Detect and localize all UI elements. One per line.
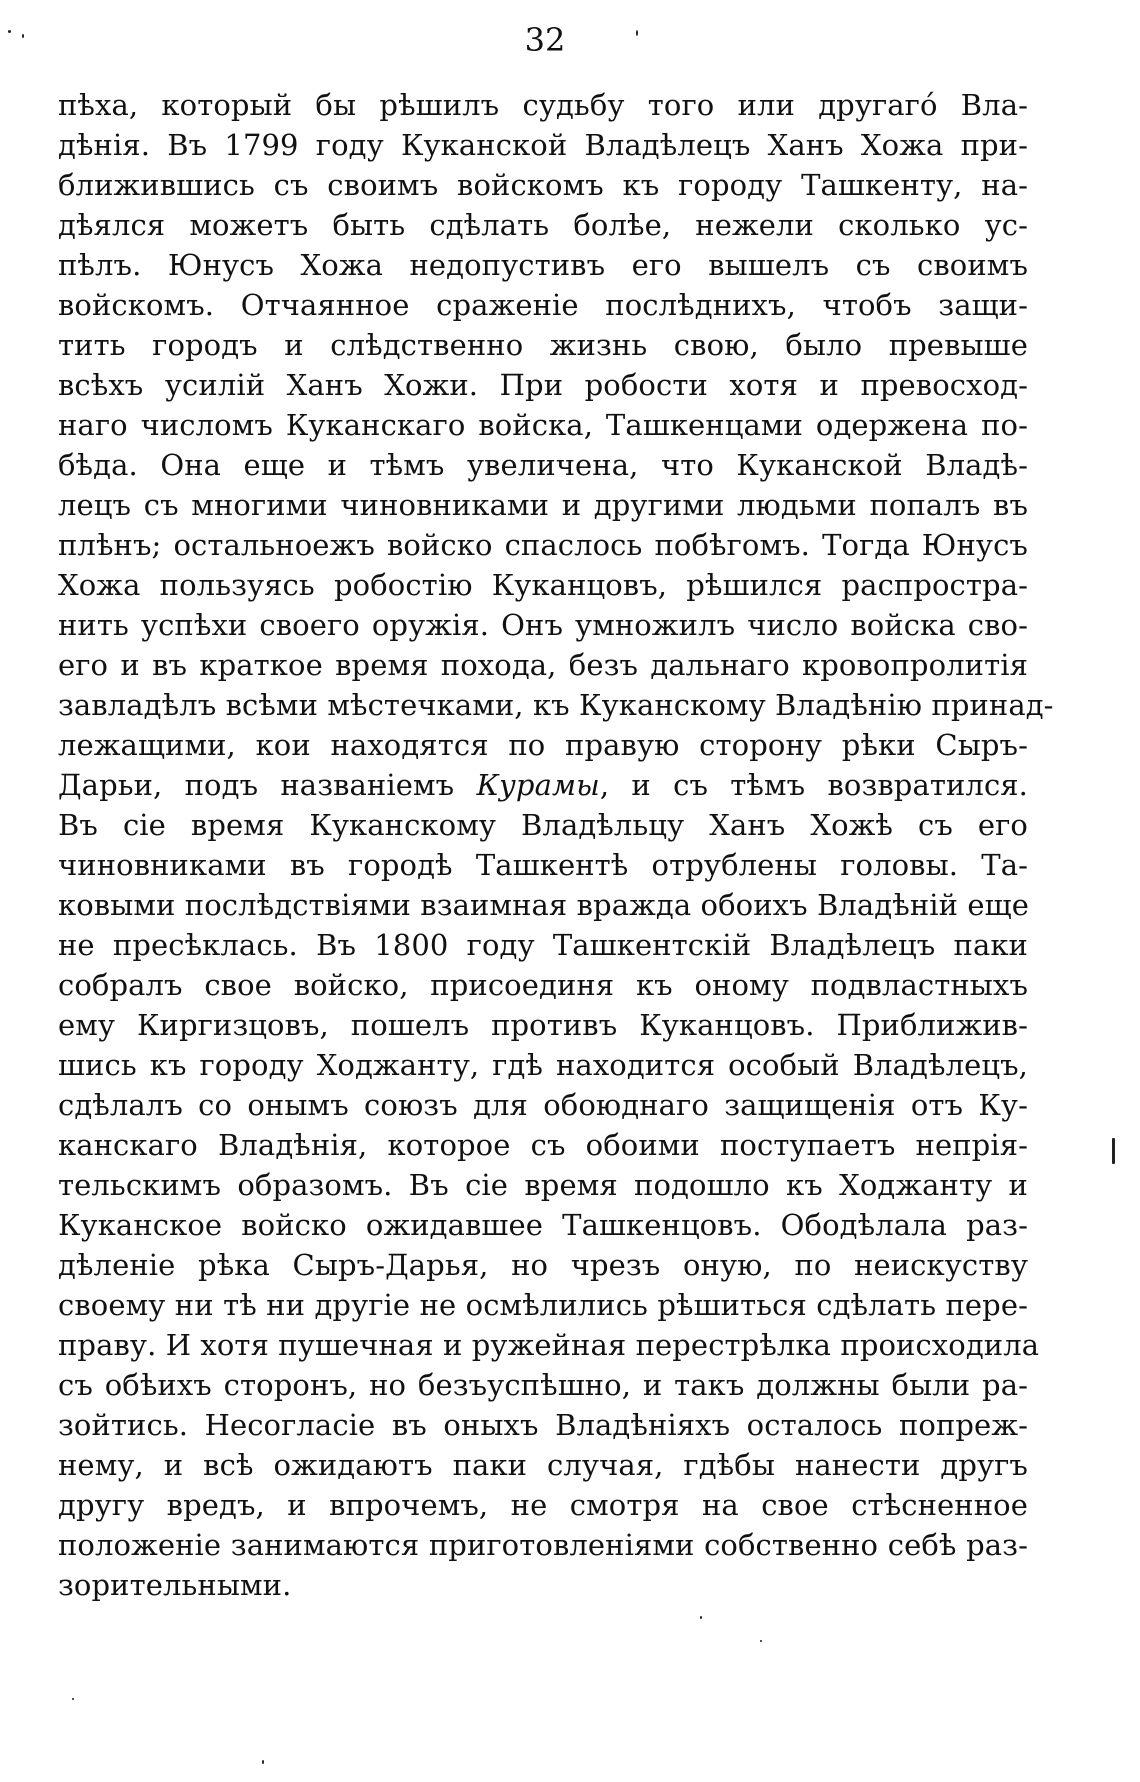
text-line: Дарьи, подъ названіемъ Курамы, и съ тѣмъ возвратился. — [58, 768, 1029, 802]
text-line: плѣнъ; остальноежъ войско спаслось побѣгомъ. Тогда Юнусъ — [58, 528, 1028, 562]
text-line: завладѣлъ всѣми мѣстечками, къ Куканскому Владѣнію принад- — [58, 688, 1054, 722]
text-line: праву. И хотя пушечная и ружейная перестрѣлка происходила — [58, 1328, 1040, 1362]
text-line: дѣнія. Въ 1799 году Куканской Владѣлецъ Ханъ Хожа при- — [58, 128, 1028, 162]
scan-speck — [262, 1760, 264, 1764]
text-line: зойтись. Несогласіе въ оныхъ Владѣніяхъ осталось попреж- — [58, 1408, 1028, 1442]
page-number: 32 — [524, 21, 566, 59]
scan-speck — [72, 1698, 74, 1700]
scan-speck — [8, 30, 11, 33]
text-line: не пресѣклась. Въ 1800 году Ташкентскій Владѣлецъ паки — [58, 928, 1028, 962]
scan-speck — [22, 34, 24, 38]
text-line: дѣленіе рѣка Сыръ-Дарья, но чрезъ оную, по неискуству — [58, 1248, 1028, 1282]
text-line: дѣялся можетъ быть сдѣлать болѣе, нежели сколько ус- — [58, 208, 1028, 242]
text-line: всѣхъ усилій Ханъ Хожи. При робости хотя и превосход- — [58, 368, 1028, 402]
scan-speck — [760, 1640, 762, 1642]
text-line: зорительными. — [58, 1568, 292, 1602]
text-line: тить городъ и слѣдственно жизнь свою, было превыше — [58, 328, 1028, 362]
scan-speck — [700, 1616, 702, 1619]
text-line: положеніе занимаются приготовленіями собственно себѣ раз- — [58, 1528, 1028, 1562]
text-line: сдѣлалъ со онымъ союзъ для обоюднаго защищенія отъ Ку- — [58, 1088, 1028, 1122]
text-line: ковыми послѣдствіями взаимная вражда обоихъ Владѣній еще — [58, 888, 1029, 922]
text-line: тельскимъ образомъ. Въ сіе время подошло къ Ходжанту и — [58, 1168, 1028, 1202]
text-line: войскомъ. Отчаянное сраженіе послѣднихъ, чтобъ защи- — [58, 288, 1028, 322]
italic-place-name: Курамы — [476, 768, 600, 802]
scan-speck — [636, 30, 638, 36]
text-line: Куканское войско ожидавшее Ташкенцовъ. Ободѣлала раз- — [58, 1208, 1028, 1242]
text-line: съ обѣихъ сторонъ, но безъуспѣшно, и такъ должны были ра- — [58, 1368, 1028, 1402]
text-line: наго числомъ Куканскаго войска, Ташкенцами одержена по- — [58, 408, 1028, 442]
text-line: своему ни тѣ ни другіе не осмѣлились рѣшиться сдѣлать пере- — [58, 1288, 1028, 1322]
text-line: другу вредъ, и впрочемъ, не смотря на свое стѣсненное — [58, 1488, 1028, 1522]
text-line: канскаго Владѣнія, которое съ обоими поступаетъ непрія- — [58, 1128, 1028, 1162]
text-line: его и въ краткое время похода, безъ дальнаго кровопролитія — [58, 648, 1028, 682]
text-line: чиновниками въ городѣ Ташкентѣ отрублены головы. Та- — [58, 848, 1028, 882]
text-line: лецъ съ многими чиновниками и другими людьми попалъ въ — [58, 488, 1028, 522]
text-line: пѣлъ. Юнусъ Хожа недопустивъ его вышелъ съ своимъ — [58, 248, 1028, 282]
text-line: пѣха, который бы рѣшилъ судьбу того или другагó Вла- — [58, 88, 1028, 122]
text-line: Хожа пользуясь робостію Куканцовъ, рѣшился распростра- — [58, 568, 1028, 602]
text-line: шись къ городу Ходжанту, гдѣ находится особый Владѣлецъ, — [58, 1048, 1028, 1082]
text-line: лежащими, кои находятся по правую сторону рѣки Сыръ- — [58, 728, 1028, 762]
text-line: собралъ свое войско, присоединя къ оному подвластныхъ — [58, 968, 1028, 1002]
text-line: нить успѣхи своего оружія. Онъ умножилъ число войска сво- — [58, 608, 1028, 642]
text-line: Въ сіе время Куканскому Владѣльцу Ханъ Хожѣ съ его — [58, 808, 1028, 842]
text-line: ему Киргизцовъ, пошелъ противъ Куканцовъ. Приближив- — [58, 1008, 1028, 1042]
text-line: нему, и всѣ ожидаютъ паки случая, гдѣбы нанести другъ — [58, 1448, 1028, 1482]
scan-speck — [1112, 1138, 1115, 1164]
text-line: бѣда. Она еще и тѣмъ увеличена, что Куканской Владѣ- — [58, 448, 1028, 482]
text-line: ближившись съ своимъ войскомъ къ городу Ташкенту, на- — [58, 168, 1028, 202]
